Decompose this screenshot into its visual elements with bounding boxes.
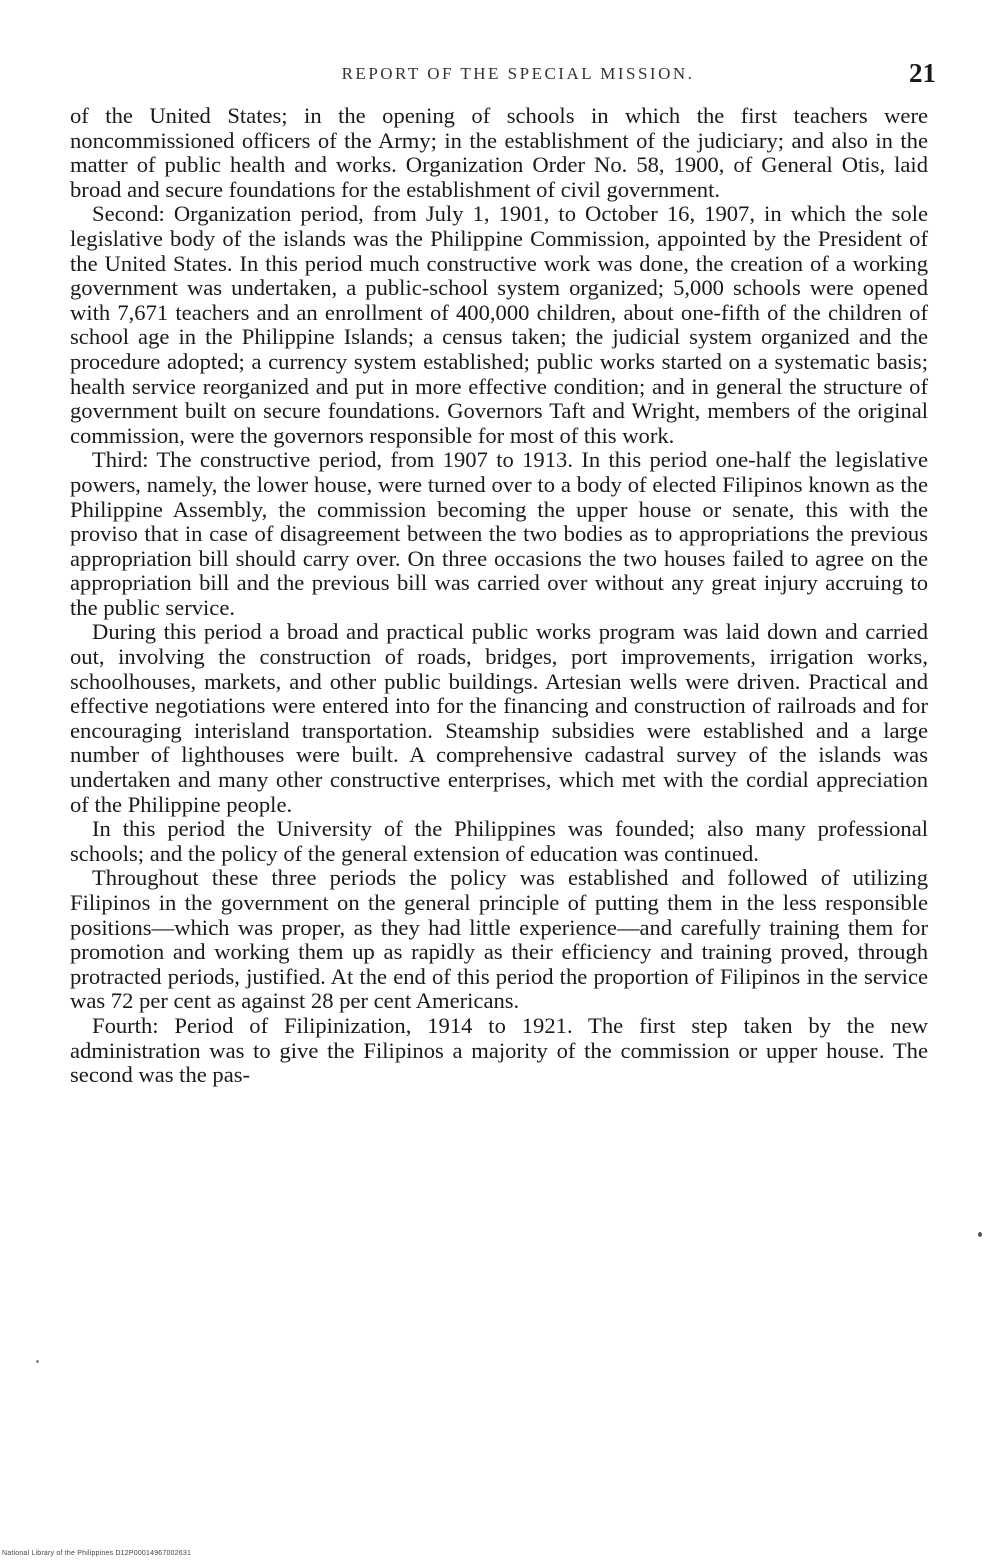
paragraph-fourth-period: Fourth: Period of Filipinization, 1914 to 1921. The first step taken by the new administration was to give the Filipinos a majority of the commission or upper house. The second was the pas-	[70, 1012, 928, 1088]
scan-credit: National Library of the Philippines D12P00014967002631	[2, 1550, 192, 1557]
paragraph-continuation: of the United States; in the opening of schools in which the first teachers were noncommissioned officers of the Army; in the establishment of the judiciary; and also in the matter of public health and works. Organization Order No. 58, 1900, of General Otis, laid broad and secure foundations for the establishment of civil government.	[70, 103, 928, 202]
stray-ink-mark	[978, 1232, 982, 1237]
paragraph-filipino-policy: Throughout these three periods the policy was established and followed of utilizing Filipinos in the government on the general principle of putting them in the less responsible positions—which was proper, as they had little experience—and carefully training them for promotion and working them up as rapidly as their efficiency and training proved, through protracted periods, justified. At the end of this period the proportion of Filipinos in the service was 72 per cent as against 28 per cent Americans.	[70, 865, 928, 1014]
paragraph-public-works: During this period a broad and practical public works program was laid down and carried out, involving the construction of roads, bridges, port improvements, irrigation works, schoolhouses, markets, and other public buildings. Artesian wells were driven. Practical and effective negotiations were entered into for the financing and construction of railroads and for encouraging interisland transportation. Steamship subsidies were established and a large number of lighthouses were built. A comprehensive cadastral survey of the islands was undertaken and many other constructive enterprises, which met with the cordial appreciation of the Philippine people.	[70, 619, 928, 817]
page-header	[100, 58, 936, 92]
stray-ink-mark	[36, 1360, 39, 1363]
page-number: 21	[909, 58, 936, 88]
paragraph-second-period: Second: Organization period, from July 1, 1901, to October 16, 1907, in which the sole legislative body of the islands was the Philippine Commission, appointed by the President of the United States. In this period much constructive work was done, the creation of a working government was undertaken, a public-school system organized; 5,000 schools were opened with 7,671 teachers and an enrollment of 400,000 children, about one-fifth of the children of school age in the Philippine Islands; a census taken; the judicial system organized and the procedure adopted; a currency system established; public works started on a systematic basis; health service reorganized and put in more effective condition; and in general the structure of government built on secure foundations. Governors Taft and Wright, members of the original commission, were the governors responsible for most of this work.	[70, 201, 928, 448]
paragraph-university: In this period the University of the Philippines was founded; also many professional schools; and the policy of the general extension of education was continued.	[70, 816, 928, 866]
running-head: REPORT OF THE SPECIAL MISSION.	[341, 64, 695, 83]
body-text	[70, 104, 928, 1088]
paragraph-third-period: Third: The constructive period, from 1907 to 1913. In this period one-half the legislative powers, namely, the lower house, were turned over to a body of elected Filipinos known as the Philippine Assembly, the commission becoming the upper house or senate, this with the proviso that in case of disagreement between the two bodies as to appropriations the previous appropriation bill should carry over. On three occasions the two houses failed to agree on the appropriation bill and the previous bill was carried over without any great injury accruing to the public service.	[70, 447, 928, 620]
